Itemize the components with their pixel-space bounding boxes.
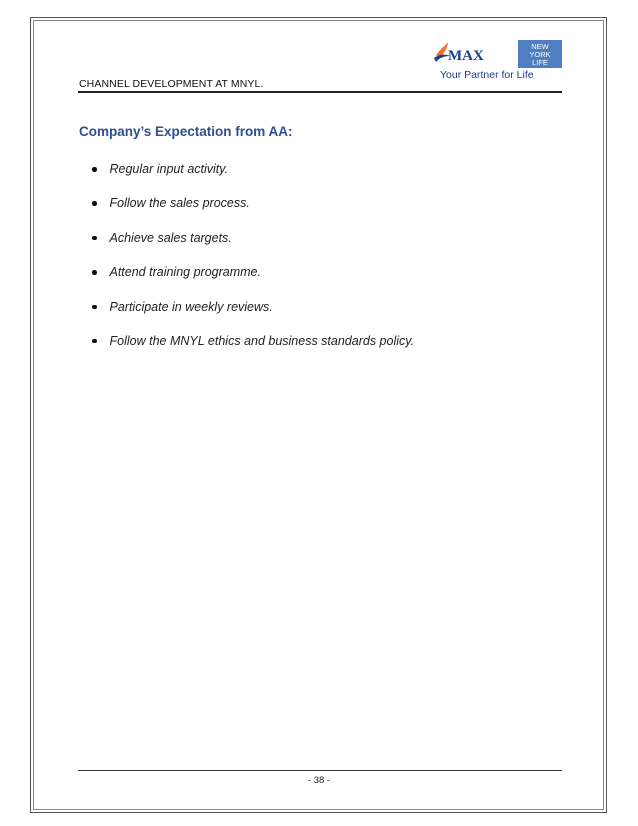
logo-tagline: Your Partner for Life	[440, 69, 534, 81]
list-item-text: Participate in weekly reviews.	[109, 299, 273, 314]
svg-text:LIFE: LIFE	[532, 58, 548, 67]
flame-icon	[436, 42, 448, 56]
list-item	[92, 332, 414, 366]
header-rule	[78, 91, 562, 93]
list-item-text: Achieve sales targets.	[109, 230, 232, 245]
list-item	[92, 229, 414, 263]
expectations-list	[92, 160, 414, 366]
svg-text:YORK: YORK	[529, 50, 551, 59]
bullet-icon	[92, 270, 97, 275]
bullet-icon	[92, 167, 97, 172]
bullet-icon	[92, 236, 97, 241]
max-new-york-life-logo	[430, 40, 562, 84]
bullet-icon	[92, 339, 97, 344]
page-number: - 38 -	[307, 775, 331, 786]
footer-rule	[78, 770, 562, 771]
list-item	[92, 263, 414, 297]
bullet-icon	[92, 305, 97, 310]
list-item-text: Follow the MNYL ethics and business standards policy.	[109, 333, 415, 348]
list-item-text: Follow the sales process.	[109, 196, 250, 211]
list-item-text: Attend training programme.	[109, 265, 261, 280]
svg-text:NEW: NEW	[531, 42, 549, 51]
bullet-icon	[92, 201, 97, 206]
list-item-text: Regular input activity.	[109, 162, 229, 176]
list-item	[92, 194, 414, 228]
header-title: CHANNEL DEVELOPMENT AT MNYL.	[79, 78, 264, 90]
list-item	[92, 160, 414, 194]
section-heading: Company’s Expectation from AA:	[79, 124, 293, 139]
list-item	[92, 298, 414, 332]
logo-brand-text: MAX	[448, 48, 484, 64]
